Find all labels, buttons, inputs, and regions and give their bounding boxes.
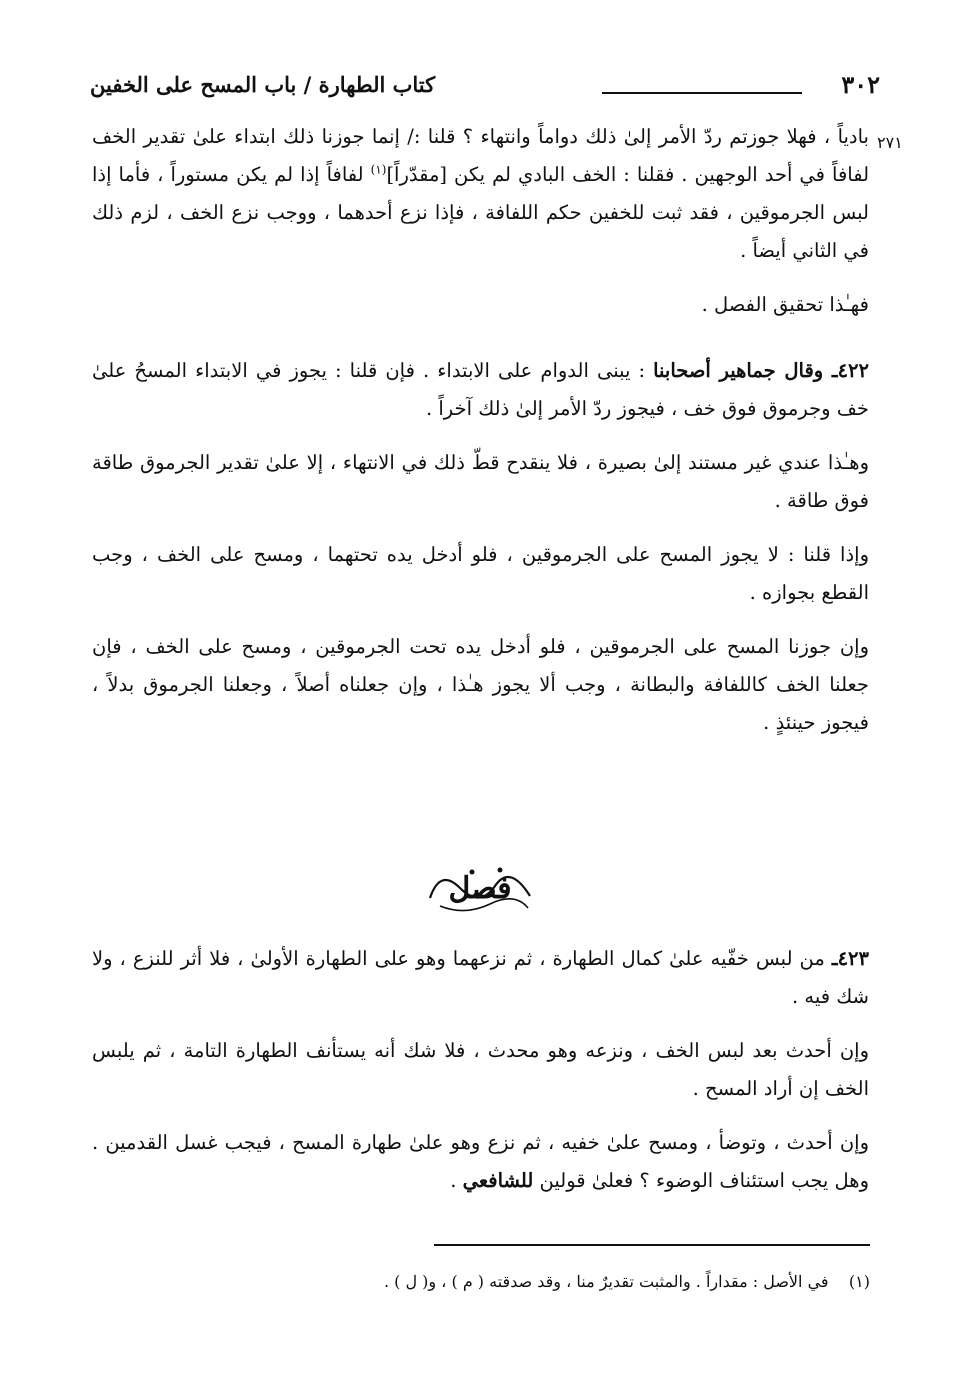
running-header <box>90 70 880 110</box>
paragraph-text: . <box>450 1169 463 1192</box>
page-number: ٣٠٢ <box>841 70 880 99</box>
paragraph-text: من لبس خفّيه علىٰ كمال الطهارة ، ثم نزعهما وهو على الطهارة الأولىٰ ، فلا أثر للنزع ، ولا شك فيه . <box>92 947 869 1008</box>
ornament-label: فصل <box>448 871 512 906</box>
header-title: كتاب الطهارة / باب المسح على الخفين <box>90 72 436 97</box>
footnote-rule <box>434 1244 870 1246</box>
paragraph-ruling-one: وإذا قلنا : لا يجوز المسح على الجرموقين ، فلو أدخل يده تحتهما ، ومسح على الخف ، وجب القطع بجوازه . <box>92 543 869 604</box>
paragraph-hadath-one: وإن أحدث بعد لبس الخف ، ونزعه وهو محدث ، فلا شك أنه يستأنف الطهارة التامة ، ثم يلبس الخف إن أراد المسح . <box>92 1039 869 1100</box>
paragraph-422 <box>92 352 869 428</box>
paragraph-ruling-two: وإن جوزنا المسح على الجرموقين ، فلو أدخل يده تحت الجرموقين ، ومسح على الخف ، فإن جعلنا الخف كاللفافة والبطانة ، وجب ألا يجوز هـٰذا ، وإن جعلناه أصلاً ، وجعلنا الجرموق بدلاً ، فيجوز حينئذٍ . <box>92 635 869 734</box>
margin-manuscript-ref: ٢٧١ <box>877 133 903 152</box>
footnote-number: (١) <box>848 1272 870 1291</box>
paragraph-opinion: وهـٰذا عندي غير مستند إلىٰ بصيرة ، فلا ينقدح قطّ ذلك في الانتهاء ، إلا علىٰ تقدير الجرموق طاقة فوق طاقة . <box>92 451 869 512</box>
bold-phrase: وقال جماهير أصحابنا <box>653 359 832 382</box>
paragraph-conclusion: فهـٰذا تحقيق الفصل . <box>701 293 869 316</box>
paragraph-hadath-two <box>92 1124 869 1200</box>
paragraph-423 <box>92 940 869 1016</box>
section-one <box>92 118 869 742</box>
footnote <box>250 1270 870 1294</box>
bold-phrase: للشافعي <box>462 1169 534 1192</box>
paragraph-text: وإن أحدث ، وتوضأ ، ومسح علىٰ خفيه ، ثم نزع وهو علىٰ طهارة المسح ، فيجب غسل القدمين . وهل يجب استئناف الوضوء ؟ فعلىٰ قولين <box>92 1131 869 1192</box>
paragraph-text: لفافاً إذا لم يكن مستوراً ، فأما إذا لبس الجرموقين ، فقد ثبت للخفين حكم اللفافة ، فإذا نزع أحدهما ، ووجب نزع الخف ، لزم ذلك في الثاني أيضاً . <box>92 163 869 262</box>
header-rule <box>602 92 802 94</box>
paragraph-text: بادياً ، فهلا جوزتم ردّ الأمر إلىٰ ذلك دواماً وانتهاء ؟ قلنا :/ إنما جوزنا ذلك ابتداء علىٰ تقدير الخف لفافاً في أحد الوجهين . فقلنا : الخف البادي لم يكن [مقدّراً] <box>92 125 870 186</box>
paragraph-text: : يبنى الدوام على الابتداء . فإن قلنا : يجوز في الابتداء المسحُ علىٰ خف وجرموق فوق خف ، فيجوز ردّ الأمر إلىٰ ذلك آخراً . <box>92 359 869 420</box>
section-two <box>92 940 869 1200</box>
footnote-marker: (١) <box>370 162 387 177</box>
paragraph-number: ٤٢٢ـ <box>831 359 869 382</box>
paragraph-number: ٤٢٣ـ <box>831 947 869 970</box>
section-ornament-fasl <box>410 858 550 920</box>
paragraph-continuation <box>92 118 869 270</box>
footnote-text: في الأصل : مقداراً . والمثبت تقديرٌ منا ، وقد صدقته ( م ) ، و( ل ) . <box>383 1272 829 1291</box>
